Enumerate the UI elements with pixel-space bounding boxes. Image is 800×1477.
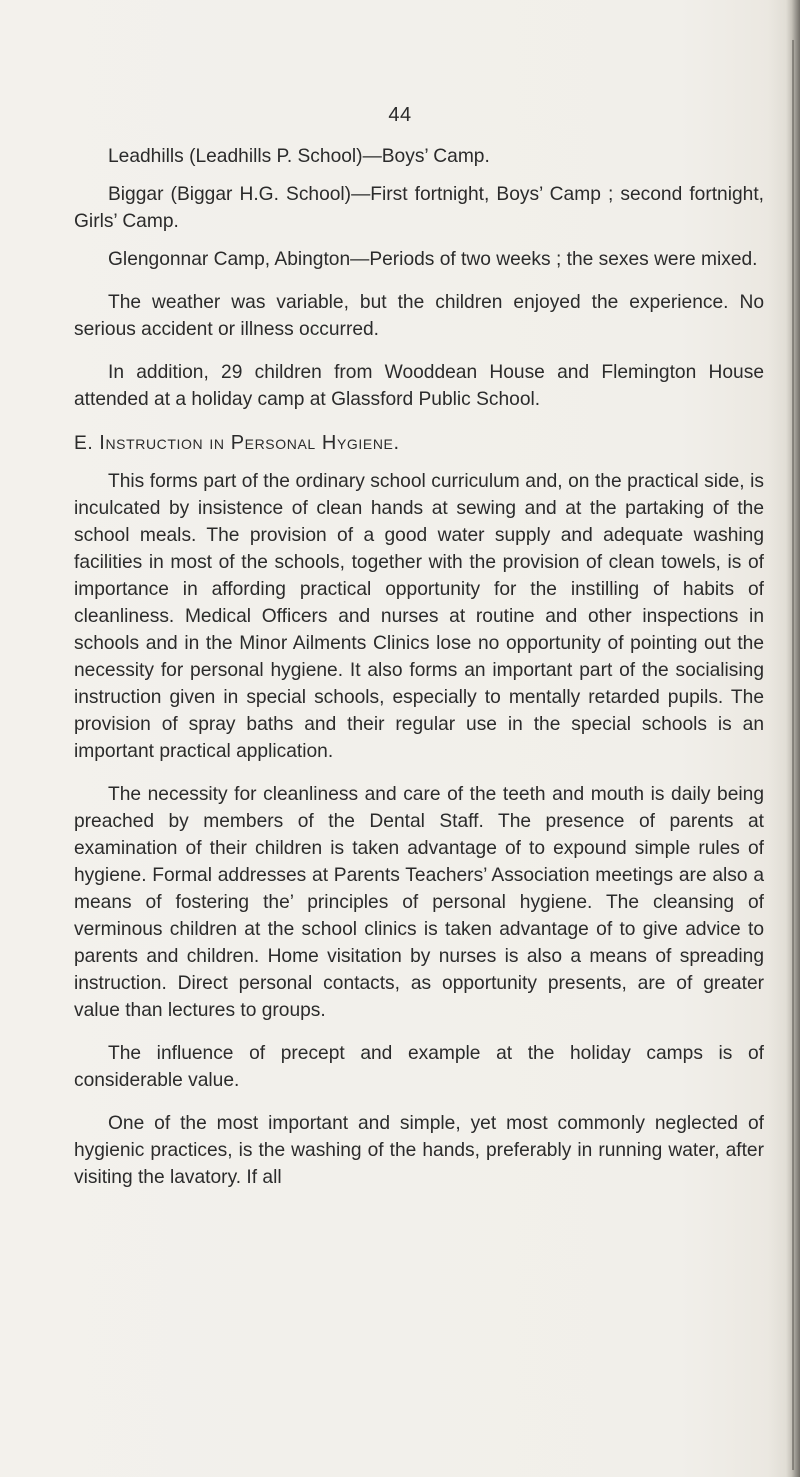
page-number: 44 <box>388 104 412 126</box>
paragraph-weather: The weather was variable, but the children enjoyed the experience. No serious accident or illness occurred. <box>74 292 764 340</box>
camp-entry-leadhills: Leadhills (Leadhills P. School)—Boys’ Camp. <box>108 146 490 167</box>
paragraph-additional-camp: In addition, 29 children from Wooddean House and Flemington House attended at a holiday camp at Glassford Public School. <box>74 362 764 410</box>
paragraph-dental: The necessity for cleanliness and care of the teeth and mouth is daily being preached by members of the Dental Staff. The presence of parents at examination of their children is taken advantage of to expound simple rules of hygiene. Formal addresses at Parents Teachers’ Association meetings are also a means of fostering the’ principles of personal hygiene. The cleansing of verminous children at the school clinics is taken advantage of to give advice to parents and children. Home visitation by nurses is also a means of spreading instruction. Direct personal contacts, as opportunity presents, are of greater value than lectures to groups. <box>74 784 764 1021</box>
section-title: Instruction in Personal Hygiene. <box>99 432 400 454</box>
paragraph-curriculum: This forms part of the ordinary school curriculum and, on the practical side, is inculcated by insistence of clean hands at sewing and at the partaking of the school meals. The provision of a good water supply and adequate washing facilities in most of the schools, together with the provision of clean towels, is of importance in affording practical opportunity for the instilling of habits of cleanliness. Medical Officers and nurses at routine and other inspections in schools and in the Minor Ailments Clinics lose no opportunity of pointing out the necessity for personal hygiene. It also forms an important part of the socialising instruction given in special schools, especially to mentally retarded pupils. The provision of spray baths and their regular use in the special schools is an important practical application. <box>74 471 764 762</box>
page-edge-line <box>792 40 794 1470</box>
section-letter: E. <box>74 433 94 454</box>
section-heading <box>74 430 764 457</box>
camp-entry-biggar: Biggar (Biggar H.G. School)—First fortnight, Boys’ Camp ; second fortnight, Girls’ Camp. <box>74 184 764 232</box>
body-text <box>74 143 764 1191</box>
paragraph-hand-washing: One of the most important and simple, yet most commonly neglected of hygienic practices, is the washing of the hands, preferably in running water, after visiting the lavatory. If all <box>74 1113 764 1188</box>
camp-entry-glengonnar: Glengonnar Camp, Abington—Periods of two weeks ; the sexes were mixed. <box>108 249 758 270</box>
paragraph-holiday-camps: The influence of precept and example at the holiday camps is of considerable value. <box>74 1043 764 1091</box>
